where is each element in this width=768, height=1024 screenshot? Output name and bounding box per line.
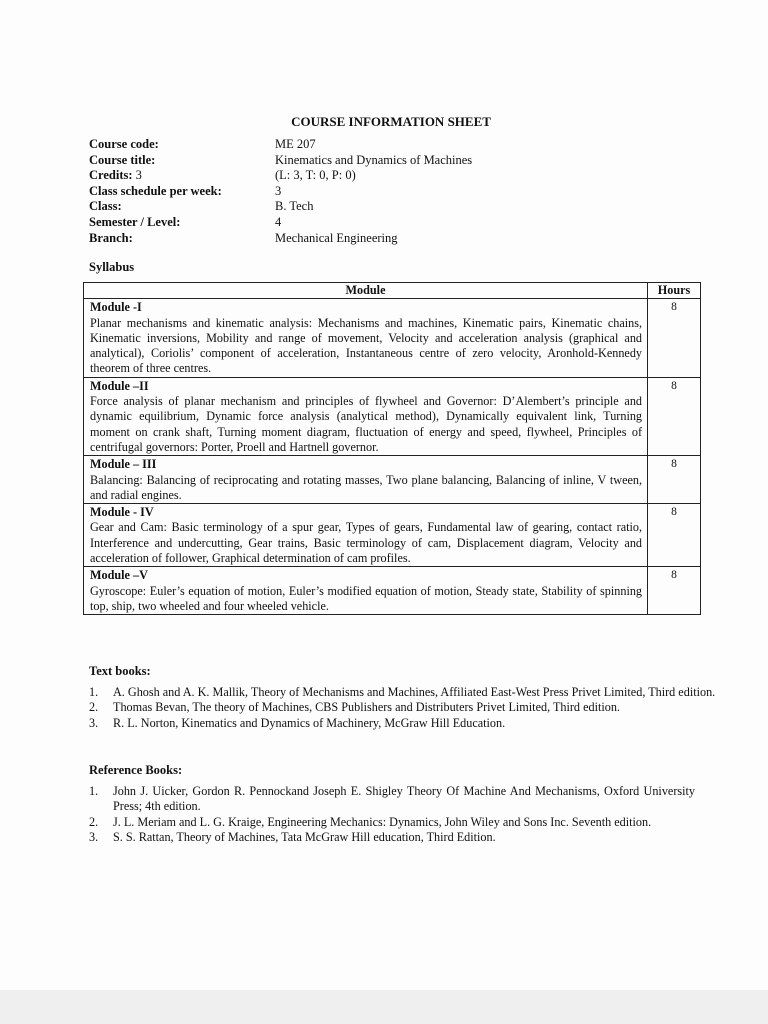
semester-label: Semester / Level: — [89, 214, 181, 229]
module-title: Module –II — [90, 378, 149, 393]
list-number: 2. — [89, 814, 99, 829]
class-schedule-label: Class schedule per week: — [89, 183, 222, 198]
class-schedule-value: 3 — [275, 183, 282, 198]
text-books-heading: Text books: — [89, 664, 151, 678]
syllabus-table — [83, 282, 701, 615]
module-column-header: Module — [84, 283, 648, 299]
table-row — [84, 377, 701, 455]
class-value: B. Tech — [275, 199, 314, 214]
module-description: Balancing: Balancing of reciprocating and rotating masses, Two plane balancing, Balancing of inline, V tween, and radial engines. — [90, 472, 643, 502]
list-number: 3. — [89, 715, 99, 730]
list-item — [89, 784, 695, 815]
hours-cell: 8 — [648, 567, 701, 615]
info-row-credits — [89, 168, 472, 184]
module-description: Planar mechanisms and kinematic analysis: Mechanisms and machines, Kinematic pairs, Kinematic chains, Kinematic inversions, Mobility and range of movement, Velocity and acceleration analysis (graphical and analytical), Coriolis’ component of acceleration, Instantaneous centre of zero velocity, Aronhold-Kennedy theorem of three centres. — [90, 315, 643, 376]
credits-label: Credits: — [89, 168, 133, 183]
book-entry: S. S. Rattan, Theory of Machines, Tata McGraw Hill education, Third Edition. — [113, 830, 496, 845]
list-item — [89, 716, 749, 731]
reference-books-list — [89, 784, 695, 846]
module-description: Gyroscope: Euler’s equation of motion, Euler’s modified equation of motion, Steady state, Stability of spinning top, ship, two wheeled and four wheeled vehicle. — [90, 583, 643, 613]
hours-cell: 8 — [648, 299, 701, 377]
info-row-class-schedule — [89, 184, 472, 200]
list-number: 1. — [89, 784, 99, 798]
hours-cell: 8 — [648, 456, 701, 504]
module-cell — [84, 504, 648, 567]
module-title: Module - IV — [90, 505, 154, 520]
semester-value: 4 — [275, 214, 282, 229]
list-number: 2. — [89, 700, 99, 715]
table-row — [84, 299, 701, 377]
info-row-course-title — [89, 153, 472, 169]
table-row — [84, 504, 701, 567]
course-info-block — [89, 137, 472, 246]
reference-books-heading: Reference Books: — [89, 763, 183, 777]
course-code-label: Course code: — [89, 137, 159, 151]
book-entry: A. Ghosh and A. K. Mallik, Theory of Mechanisms and Machines, Affiliated East-West Press Privet Limited, Third edition. — [113, 685, 716, 699]
book-entry: John J. Uicker, Gordon R. Pennockand Joseph E. Shigley Theory Of Machine And Mechanisms, Oxford University Press; 4th edition. — [113, 784, 695, 814]
table-row — [84, 456, 701, 504]
book-entry: J. L. Meriam and L. G. Kraige, Engineering Mechanics: Dynamics, John Wiley and Sons Inc. Seventh edition. — [113, 814, 652, 829]
module-title: Module –V — [90, 568, 148, 583]
course-title-label: Course title: — [89, 152, 156, 167]
page-bottom-margin — [0, 990, 768, 1024]
syllabus-heading: Syllabus — [89, 260, 135, 274]
table-row — [84, 567, 701, 615]
table-header-row — [84, 283, 701, 299]
course-code-value: ME 207 — [275, 137, 316, 151]
list-item — [89, 700, 749, 715]
module-cell — [84, 299, 648, 377]
info-row-class — [89, 199, 472, 215]
list-number: 3. — [89, 830, 99, 845]
list-number: 1. — [89, 685, 99, 699]
hours-column-header: Hours — [648, 283, 701, 299]
book-entry: Thomas Bevan, The theory of Machines, CBS Publishers and Distributers Privet Limited, Third edition. — [113, 700, 620, 715]
module-cell — [84, 377, 648, 455]
info-row-branch — [89, 231, 472, 247]
credits-value: (L: 3, T: 0, P: 0) — [275, 168, 356, 183]
class-label: Class: — [89, 199, 122, 214]
info-row-semester — [89, 215, 472, 231]
text-books-list — [89, 685, 749, 731]
info-row-course-code — [89, 137, 472, 153]
module-cell — [84, 456, 648, 504]
credits-number: 3 — [132, 168, 142, 183]
list-item — [89, 685, 749, 700]
hours-cell: 8 — [648, 504, 701, 567]
list-item — [89, 815, 695, 830]
branch-value: Mechanical Engineering — [275, 230, 398, 245]
module-description: Gear and Cam: Basic terminology of a spur gear, Types of gears, Fundamental law of gearing, contact ratio, Interference and undercutting, Gear trains, Basic terminology of cam, Displacement diagram, Velocity and acceleration of follower, Graphical determination of cam profiles. — [90, 520, 643, 566]
module-cell — [84, 567, 648, 615]
book-entry: R. L. Norton, Kinematics and Dynamics of Machinery, McGraw Hill Education. — [113, 715, 506, 730]
page-title: COURSE INFORMATION SHEET — [291, 114, 491, 129]
module-description: Force analysis of planar mechanism and principles of flywheel and Governor: D’Alembert’s principle and dynamic equilibrium, Dynamic force analysis (analytical method), Dynamically equivalent link, Turning moment on crank shaft, Turning moment diagram, fluctuation of energy and speed, flywheel, Principles of centrifugal governors: Porter, Proell and Hartnell governor. — [90, 394, 643, 454]
course-title-value: Kinematics and Dynamics of Machines — [275, 152, 473, 167]
module-title: Module – III — [90, 457, 157, 472]
credits-label-wrap — [89, 168, 275, 184]
list-item — [89, 830, 695, 845]
hours-cell: 8 — [648, 377, 701, 455]
module-title: Module -I — [90, 300, 142, 315]
branch-label: Branch: — [89, 230, 133, 245]
